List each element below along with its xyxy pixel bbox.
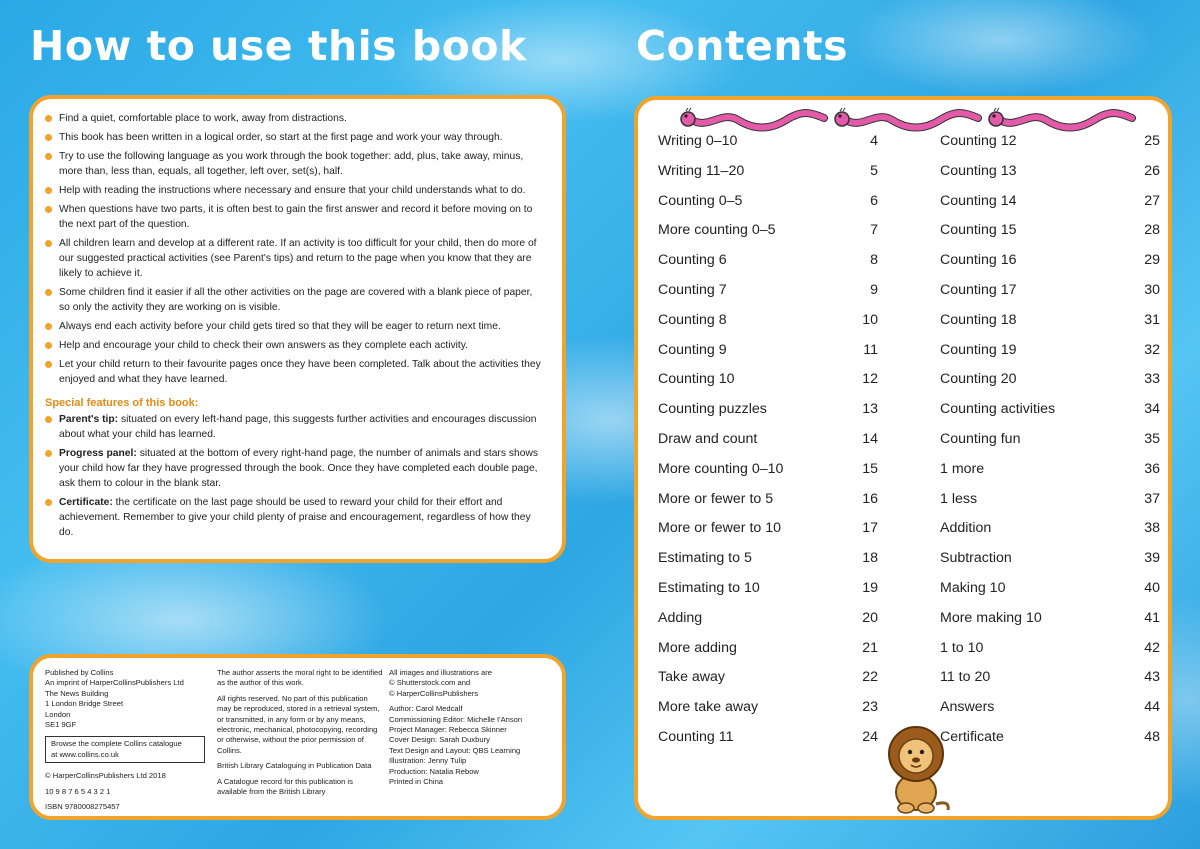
contents-entry — [940, 729, 1160, 759]
contents-entry — [658, 610, 878, 640]
contents-entry — [658, 193, 878, 223]
instruction-item — [45, 236, 544, 281]
contents-entry-page: 7 — [870, 222, 878, 239]
contents-entry — [940, 222, 1160, 252]
contents-entry — [940, 461, 1160, 491]
contents-entry — [940, 580, 1160, 610]
instruction-text: When questions have two parts, it is often best to gain the first answer and record it before moving on to the next part of the question. — [59, 204, 533, 230]
bullet-dot — [45, 134, 52, 141]
image-credit-line: © Shutterstock.com and — [389, 678, 471, 688]
contents-entry-title: 11 to 20 — [940, 669, 991, 686]
bullet-dot — [45, 289, 52, 296]
instruction-item — [45, 111, 544, 126]
contents-entry-page: 38 — [1144, 520, 1160, 537]
contents-entry-title: Counting 8 — [658, 311, 727, 328]
contents-entry-title: More counting 0–5 — [658, 222, 776, 239]
contents-entry-title: More take away — [658, 699, 759, 716]
contents-entry-page: 32 — [1144, 341, 1160, 358]
contents-entry-title: More adding — [658, 639, 737, 656]
instruction-text: Find a quiet, comfortable place to work, away from distractions. — [59, 113, 347, 124]
instruction-text: Always end each activity before your child gets tired so that they will be eager to return next time. — [59, 321, 501, 332]
contents-entry — [658, 550, 878, 580]
contents-entry-title: Answers — [940, 699, 995, 716]
credit-line: Production: Natalia Rebow — [389, 766, 479, 776]
special-features-list — [45, 412, 544, 540]
contents-entry-page: 22 — [862, 669, 878, 686]
instruction-item — [45, 149, 544, 179]
contents-entry-page: 21 — [862, 639, 878, 656]
feature-term: Parent's tip: — [59, 414, 119, 425]
contents-entry — [658, 401, 878, 431]
contents-entry-page: 36 — [1144, 460, 1160, 477]
contents-column-right — [940, 133, 1160, 759]
feature-text: situated at the bottom of every right-hand page, the number of animals and stars shows your child how far they have progressed through the book. Once they have completed each double page, ask them to colour in the blank star. — [59, 448, 539, 489]
contents-entry-page: 35 — [1144, 430, 1160, 447]
contents-entry-title: More making 10 — [940, 609, 1042, 626]
contents-entry — [940, 610, 1160, 640]
contents-entry-title: Counting 10 — [658, 371, 735, 388]
worm-illustration-3 — [986, 106, 1136, 132]
contents-entry-title: Estimating to 5 — [658, 550, 752, 567]
image-credits — [389, 668, 559, 699]
feature-text: situated on every left-hand page, this suggests further activities and encourages discussion about what your child has learned. — [59, 414, 537, 440]
contents-entry — [940, 431, 1160, 461]
contents-entry — [658, 520, 878, 550]
contents-entry-page: 37 — [1144, 490, 1160, 507]
contents-entry — [940, 520, 1160, 550]
contents-entry-page: 34 — [1144, 401, 1160, 418]
instruction-item — [45, 319, 544, 334]
contents-entry-title: Addition — [940, 520, 992, 537]
contents-entry — [940, 133, 1160, 163]
contents-entry — [940, 491, 1160, 521]
instruction-text: Help with reading the instructions where necessary and ensure that your child understands what to do. — [59, 185, 526, 196]
instruction-item — [45, 357, 544, 387]
contents-entry-page: 39 — [1144, 550, 1160, 567]
contents-entry-page: 31 — [1144, 311, 1160, 328]
contents-entry-page: 42 — [1144, 639, 1160, 656]
contents-entry — [658, 640, 878, 670]
contents-entry-page: 16 — [862, 490, 878, 507]
contents-entry-page: 13 — [862, 401, 878, 418]
publisher-line: Published by Collins — [45, 668, 114, 677]
contents-entry-page: 43 — [1144, 669, 1160, 686]
feature-item — [45, 412, 544, 442]
contents-entry-title: Certificate — [940, 728, 1004, 745]
contents-entry — [940, 193, 1160, 223]
credit-line: Author: Carol Medcalf — [389, 704, 463, 714]
staff-credits — [389, 704, 559, 787]
contents-entry-title: Writing 0–10 — [658, 133, 738, 149]
contents-entry-page: 44 — [1144, 699, 1160, 716]
contents-entry-page: 27 — [1144, 192, 1160, 209]
rights-column — [217, 668, 383, 802]
contents-entry — [658, 312, 878, 342]
contents-entry — [940, 371, 1160, 401]
contents-entry-title: Take away — [658, 669, 726, 686]
contents-entry — [940, 550, 1160, 580]
contents-entry — [658, 222, 878, 252]
contents-entry — [940, 401, 1160, 431]
contents-entry-title: Subtraction — [940, 550, 1012, 567]
contents-entry-page: 40 — [1144, 579, 1160, 596]
image-credit-line: All images and illustrations are — [389, 668, 492, 677]
instruction-text: This book has been written in a logical order, so start at the first page and work your way through. — [59, 132, 503, 143]
contents-entry-title: Counting puzzles — [658, 401, 767, 418]
copyright-text: © HarperCollinsPublishers Ltd 2018 — [45, 771, 166, 781]
contents-column-left — [658, 133, 878, 759]
feature-term: Certificate: — [59, 497, 113, 508]
contents-entry-page: 41 — [1144, 609, 1160, 626]
contents-entry-title: Counting 0–5 — [658, 192, 743, 209]
contents-entry — [940, 640, 1160, 670]
instruction-item — [45, 285, 544, 315]
contents-entry-title: Draw and count — [658, 430, 758, 447]
bullet-dot — [45, 153, 52, 160]
contents-entry — [658, 580, 878, 610]
contents-entry-title: Counting fun — [940, 430, 1021, 447]
contents-entry-page: 23 — [862, 699, 878, 716]
contents-entry — [658, 133, 878, 163]
bullet-dot — [45, 323, 52, 330]
bullet-dot — [45, 361, 52, 368]
contents-entry — [940, 282, 1160, 312]
contents-entry — [658, 342, 878, 372]
print-line: 10 9 8 7 6 5 4 3 2 1 — [45, 786, 111, 796]
contents-entry-page: 15 — [862, 460, 878, 477]
contents-entry-page: 10 — [862, 311, 878, 328]
contents-entry — [658, 699, 878, 729]
contents-entry-title: Counting 15 — [940, 222, 1017, 239]
contents-entry-title: More counting 0–10 — [658, 460, 784, 477]
contents-entry-title: Counting activities — [940, 401, 1056, 418]
bullet-dot — [45, 240, 52, 247]
contents-entry — [940, 342, 1160, 372]
contents-entry-title: Counting 9 — [658, 341, 727, 358]
publisher-line: The News Building — [45, 688, 109, 698]
contents-entry — [658, 163, 878, 193]
catalogue-line: Browse the complete Collins catalogue — [51, 739, 182, 749]
contents-entry-page: 5 — [870, 162, 878, 179]
contents-entry-title: Writing 11–20 — [658, 162, 745, 179]
contents-entry — [658, 669, 878, 699]
contents-entry-page: 17 — [862, 520, 878, 537]
catalogue-line: at www.collins.co.uk — [51, 749, 119, 759]
contents-entry-title: Counting 12 — [940, 133, 1017, 149]
image-credit-line: © HarperCollinsPublishers — [389, 688, 479, 698]
credit-line: Project Manager: Rebecca Skinner — [389, 725, 507, 735]
contents-entry-title: More or fewer to 10 — [658, 520, 782, 537]
contents-entry — [940, 312, 1160, 342]
contents-entry-page: 33 — [1144, 371, 1160, 388]
contents-entry — [940, 252, 1160, 282]
publisher-line: London — [45, 709, 71, 719]
contents-entry-title: Counting 20 — [940, 371, 1017, 388]
contents-entry-page: 19 — [862, 579, 878, 596]
feature-term: Progress panel: — [59, 448, 137, 459]
contents-entry-page: 26 — [1144, 162, 1160, 179]
contents-entry-title: Counting 16 — [940, 252, 1017, 269]
contents-entry — [658, 491, 878, 521]
bullet-dot — [45, 187, 52, 194]
contents-entry-page: 48 — [1144, 728, 1160, 745]
contents-entry-page: 29 — [1144, 252, 1160, 269]
contents-entry — [658, 282, 878, 312]
contents-entry — [940, 163, 1160, 193]
instruction-list — [45, 111, 544, 387]
contents-entry-title: Counting 13 — [940, 162, 1017, 179]
rights-paragraph: British Library Cataloguing in Publication Data — [217, 761, 372, 771]
contents-entry-title: 1 to 10 — [940, 639, 984, 656]
contents-entry-page: 14 — [862, 430, 878, 447]
bullet-dot — [45, 206, 52, 213]
contents-entry-page: 24 — [862, 728, 878, 745]
contents-entry-title: 1 less — [940, 490, 978, 507]
contents-entry — [658, 461, 878, 491]
contents-entry-title: Counting 7 — [658, 281, 727, 298]
contents-entry — [658, 431, 878, 461]
bullet-dot — [45, 342, 52, 349]
publisher-line: 1 London Bridge Street — [45, 699, 124, 709]
publisher-line: An imprint of HarperCollinsPublishers Ltd — [45, 678, 184, 688]
contents-entry-page: 11 — [863, 341, 878, 358]
contents-entry-title: Making 10 — [940, 579, 1006, 596]
contents-entry-page: 30 — [1144, 281, 1160, 298]
isbn-text: ISBN 9780008275457 — [45, 802, 120, 812]
contents-entry-title: Counting 19 — [940, 341, 1017, 358]
page-title-how-to-use: How to use this book — [30, 22, 527, 70]
instruction-text: Help and encourage your child to check their own answers as they complete each activity. — [59, 340, 469, 351]
bullet-dot — [45, 416, 52, 423]
contents-entry-title: More or fewer to 5 — [658, 490, 774, 507]
publisher-column — [45, 668, 215, 817]
contents-panel — [634, 96, 1172, 820]
instruction-item — [45, 338, 544, 353]
contents-entry-page: 18 — [862, 550, 878, 567]
contents-entry-page: 12 — [862, 371, 878, 388]
credit-line: Printed in China — [389, 777, 444, 787]
contents-entry — [940, 669, 1160, 699]
instruction-text: All children learn and develop at a different rate. If an activity is too difficult for your child, then do more of our suggested practical activities (see Parent's tips) and return to the page when you know that they are likely to achieve it. — [59, 238, 537, 279]
contents-entry-title: Estimating to 10 — [658, 579, 760, 596]
contents-entry-page: 8 — [870, 252, 878, 269]
contents-entry-page: 6 — [870, 192, 878, 209]
rights-paragraph: All rights reserved. No part of this publication may be reproduced, stored in a retrieval system, or transmitted, in any form or by any means, electronic, mechanical, photocopying, recording or otherwise, without the prior permission of Collins. — [217, 693, 380, 755]
contents-entry — [940, 699, 1160, 729]
bullet-dot — [45, 115, 52, 122]
contents-entry-page: 20 — [862, 609, 878, 626]
special-features-heading: Special features of this book: — [45, 397, 199, 409]
page-title-contents: Contents — [636, 22, 849, 70]
instruction-text: Let your child return to their favourite pages once they have been completed. Talk about the activities they enjoyed and what they have learned. — [59, 359, 541, 385]
contents-entry-title: Counting 6 — [658, 252, 727, 269]
contents-entry-title: Counting 18 — [940, 311, 1017, 328]
catalogue-box — [45, 736, 205, 763]
credit-line: Cover Design: Sarah Duxbury — [389, 735, 490, 745]
publisher-info-panel — [29, 654, 566, 820]
instruction-item — [45, 130, 544, 145]
contents-entry — [658, 729, 878, 759]
contents-entry — [658, 371, 878, 401]
instruction-item — [45, 202, 544, 232]
instruction-item — [45, 183, 544, 198]
contents-entry-title: Counting 14 — [940, 192, 1017, 209]
rights-paragraph: A Catalogue record for this publication is available from the British Library — [217, 776, 353, 797]
credits-column — [389, 668, 559, 792]
contents-entry-page: 9 — [870, 281, 878, 298]
bullet-dot — [45, 499, 52, 506]
feature-item — [45, 446, 544, 491]
publisher-line: SE1 9GF — [45, 720, 77, 730]
worm-illustration-2 — [832, 106, 982, 132]
contents-entry-page: 25 — [1144, 133, 1160, 149]
publisher-address — [45, 668, 215, 730]
lion-illustration — [876, 724, 956, 814]
credit-line: Commissioning Editor: Michelle I'Anson — [389, 714, 523, 724]
contents-entry-page: 4 — [870, 133, 878, 149]
instruction-text: Some children find it easier if all the other activities on the page are covered with a blank piece of paper, so only the activity they are working on is visible. — [59, 287, 533, 313]
feature-text: the certificate on the last page should be used to reward your child for their effort and achievement. Remember to give your child plenty of praise and encouragement, regardless of how they do. — [59, 497, 531, 538]
contents-entry-page: 28 — [1144, 222, 1160, 239]
feature-item — [45, 495, 544, 540]
bullet-dot — [45, 450, 52, 457]
contents-entry-title: 1 more — [940, 460, 985, 477]
worm-illustration-1 — [678, 106, 828, 132]
contents-entry-title: Counting 11 — [658, 728, 734, 745]
contents-entry-title: Counting 17 — [940, 281, 1017, 298]
how-to-use-panel — [29, 95, 566, 563]
credit-line: Text Design and Layout: QBS Learning — [389, 745, 521, 755]
contents-entry-title: Adding — [658, 609, 703, 626]
instruction-text: Try to use the following language as you work through the book together: add, plus, take away, minus, more than, less than, equals, all together, left over, set(s), half. — [59, 151, 524, 177]
rights-paragraph: The author asserts the moral right to be identified as the author of this work. — [217, 668, 383, 688]
credit-line: Illustration: Jenny Tulip — [389, 756, 467, 766]
contents-entry — [658, 252, 878, 282]
